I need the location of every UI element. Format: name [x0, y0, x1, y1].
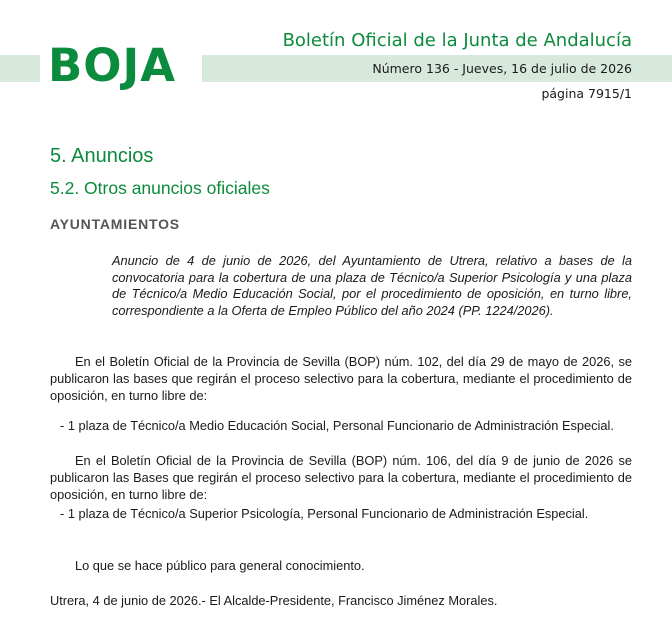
list-item-psicologia: - 1 plaza de Técnico/a Superior Psicología, Personal Funcionario de Administración Especial. [60, 506, 589, 521]
gazette-title: Boletín Oficial de la Junta de Andalucía [282, 30, 632, 51]
page-reference: página 7915/1 [541, 86, 632, 101]
signature-line: Utrera, 4 de junio de 2026.- El Alcalde-Presidente, Francisco Jiménez Morales. [50, 593, 498, 608]
subsection-heading: 5.2. Otros anuncios oficiales [50, 178, 270, 198]
announcement-abstract: Anuncio de 4 de junio de 2026, del Ayuntamiento de Utrera, relativo a bases de la convocatoria para la cobertura de una plaza de Técnico/a Superior Psicología y una plaza de Técnico/a Medio Educación Social, por el procedimiento de oposición, en turno libre, correspondiente a la Oferta de Empleo Público del año 2024 (PP. 1224/2026). [112, 253, 632, 318]
public-notice-paragraph: Lo que se hace público para general conocimiento. [75, 558, 365, 573]
issue-line: Número 136 - Jueves, 16 de julio de 2026 [372, 61, 632, 76]
list-item-educacion-social: - 1 plaza de Técnico/a Medio Educación Social, Personal Funcionario de Administración Especial. [60, 418, 614, 433]
category-heading: AYUNTAMIENTOS [50, 216, 180, 232]
paragraph-bop-102: En el Boletín Oficial de la Provincia de Sevilla (BOP) núm. 102, del día 29 de mayo de 2026, se publicaron las bases que regirán el proceso selectivo para la cobertura, mediante el procedimiento de oposición, en turno libre de: [50, 354, 632, 403]
section-heading: 5. Anuncios [50, 145, 154, 167]
paragraph-bop-106: En el Boletín Oficial de la Provincia de Sevilla (BOP) núm. 106, del día 9 de junio de 2026 se publicaron las Bases que regirán el proceso selectivo para la cobertura, mediante el procedimiento de oposición, en turno libre de: [50, 453, 632, 502]
boja-logo-text: BOJA [48, 39, 177, 92]
